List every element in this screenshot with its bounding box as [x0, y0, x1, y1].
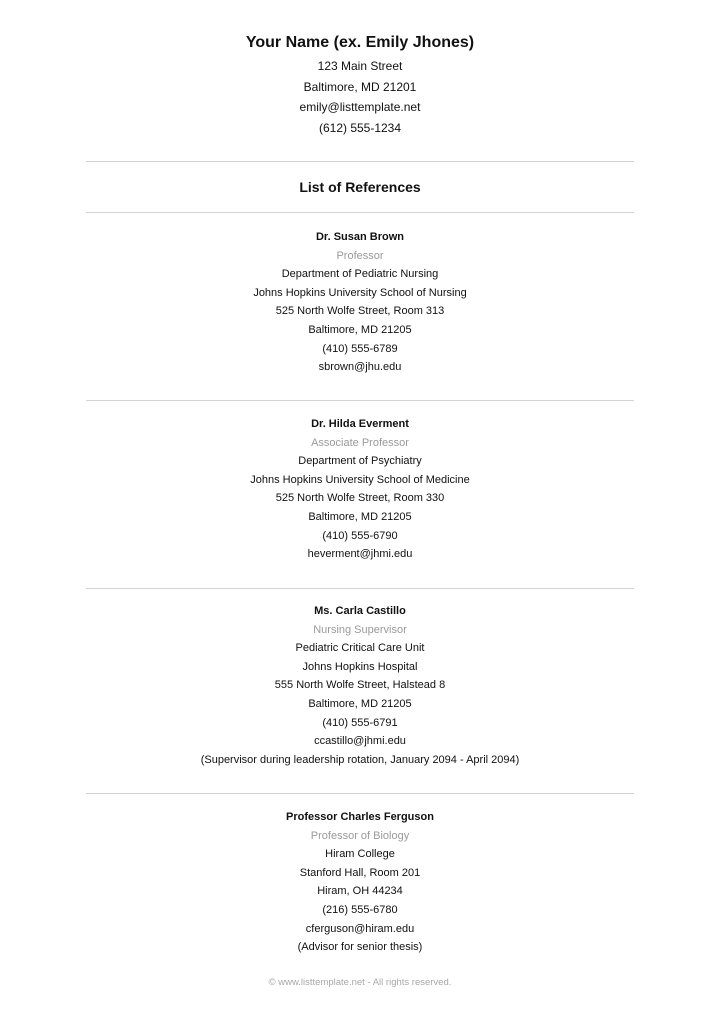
contact-header [0, 33, 720, 138]
street-address: 123 Main Street [317, 59, 403, 73]
reference-email: heverment@jhmi.edu [307, 548, 413, 561]
reference-title: Associate Professor [311, 436, 409, 449]
reference-phone: (410) 555-6789 [322, 342, 398, 355]
divider [86, 793, 634, 794]
divider [86, 161, 634, 162]
reference-entry [0, 228, 720, 377]
reference-institution: Johns Hopkins University School of Nursing [253, 286, 467, 299]
reference-department: Pediatric Critical Care Unit [295, 642, 425, 655]
email-address: emily@listtemplate.net [299, 100, 421, 114]
reference-entry [0, 415, 720, 564]
section-title: List of References [299, 179, 421, 195]
reference-department: Department of Pediatric Nursing [281, 268, 439, 281]
reference-street: 525 North Wolfe Street, Room 313 [275, 305, 445, 318]
reference-email: ccastillo@jhmi.edu [314, 735, 406, 748]
reference-phone: (216) 555-6780 [322, 903, 398, 916]
reference-name: Dr. Susan Brown [315, 231, 405, 243]
reference-street: 555 North Wolfe Street, Halstead 8 [274, 679, 446, 692]
city-state-zip: Baltimore, MD 21201 [303, 79, 417, 94]
reference-department: Department of Psychiatry [298, 455, 422, 468]
reference-email: sbrown@jhu.edu [318, 361, 402, 374]
reference-title: Professor [336, 249, 384, 262]
phone-number: (612) 555-1234 [318, 120, 402, 135]
reference-entry [0, 602, 720, 769]
divider [86, 400, 634, 401]
reference-name: Dr. Hilda Everment [311, 418, 409, 430]
applicant-name: Your Name (ex. Emily Jhones) [245, 34, 475, 51]
reference-institution: Johns Hopkins Hospital [302, 660, 418, 673]
reference-phone: (410) 555-6791 [322, 716, 398, 729]
reference-email: cferguson@hiram.edu [305, 922, 415, 935]
reference-street: 525 North Wolfe Street, Room 330 [275, 492, 445, 505]
reference-institution: Johns Hopkins University School of Medicine [250, 473, 470, 486]
reference-phone: (410) 555-6790 [322, 529, 398, 542]
reference-city: Baltimore, MD 21205 [308, 697, 412, 710]
divider [86, 588, 634, 589]
reference-city: Baltimore, MD 21205 [308, 323, 412, 336]
reference-city: Hiram, OH 44234 [317, 885, 403, 898]
reference-title: Professor of Biology [310, 829, 410, 842]
divider [86, 212, 634, 213]
reference-name: Professor Charles Ferguson [286, 811, 434, 823]
reference-note: (Advisor for senior thesis) [297, 941, 423, 954]
reference-name: Ms. Carla Castillo [314, 605, 406, 617]
reference-title: Nursing Supervisor [313, 623, 407, 636]
footer-copyright: © www.listtemplate.net - All rights reserved. [268, 977, 452, 988]
reference-institution: Hiram College [325, 848, 395, 861]
reference-entry [0, 808, 720, 957]
reference-city: Baltimore, MD 21205 [308, 510, 412, 523]
reference-note: (Supervisor during leadership rotation, January 2094 - April 2094) [200, 753, 520, 766]
reference-street: Stanford Hall, Room 201 [299, 866, 421, 879]
